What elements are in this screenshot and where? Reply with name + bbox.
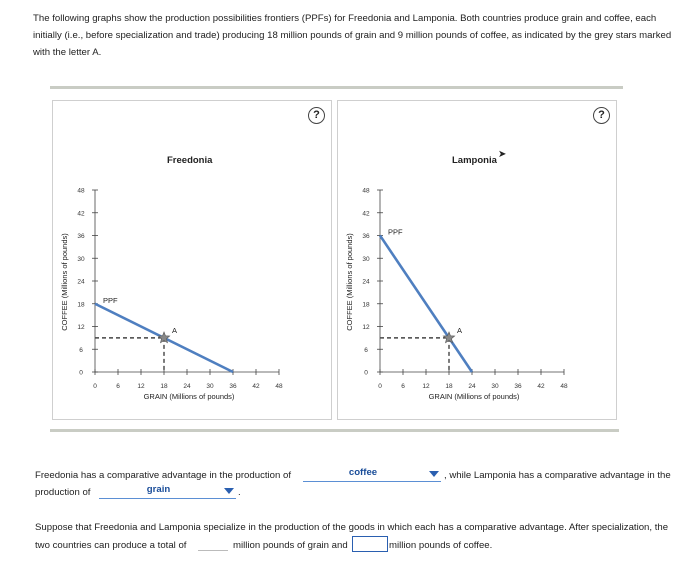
x-tick-label: 30	[206, 383, 214, 390]
q1-text-part3: production of	[35, 487, 91, 498]
x-tick-label: 36	[514, 383, 522, 390]
point-a-label: A	[457, 325, 463, 335]
y-tick-label: 42	[362, 210, 370, 218]
y-tick-label: 30	[77, 255, 85, 263]
y-tick-label: 48	[362, 187, 370, 195]
x-tick-label: 42	[252, 383, 260, 390]
q1-dropdown-1[interactable]	[303, 467, 441, 482]
x-tick-label: 0	[93, 383, 97, 390]
dropdown-value: coffee	[348, 467, 378, 478]
divider-bottom	[50, 429, 619, 432]
x-tick-label: 30	[491, 383, 499, 390]
x-tick-label: 48	[275, 383, 283, 390]
x-tick-label: 6	[401, 383, 405, 390]
help-icon[interactable]: ?	[308, 107, 325, 124]
divider-top	[50, 86, 623, 89]
x-tick-label: 42	[537, 383, 545, 390]
y-tick-label: 18	[77, 301, 85, 309]
coffee-total-input[interactable]	[352, 536, 388, 552]
x-tick-label: 24	[183, 383, 191, 390]
y-tick-label: 24	[77, 278, 85, 286]
graph-title: Lamponia	[452, 155, 497, 166]
mouse-cursor-icon: ➤	[498, 149, 507, 160]
y-axis-label: COFFEE (Millions of pounds)	[345, 233, 354, 331]
q1-text-part2: , while Lamponia has a comparative advantage in the	[444, 470, 671, 481]
chevron-down-icon	[429, 471, 439, 477]
ppf-line	[380, 236, 472, 373]
graph-title: Freedonia	[167, 155, 213, 166]
x-tick-label: 18	[160, 383, 168, 390]
y-tick-label: 18	[362, 301, 370, 309]
q2-text-line2a: two countries can produce a total of	[35, 540, 187, 551]
freedonia-graph-panel	[52, 100, 332, 420]
q2-text-line1: Suppose that Freedonia and Lamponia specialize in the production of the goods in which each has a comparative advantage. After specialization, the	[35, 522, 669, 533]
x-axis-label: GRAIN (Millions of pounds)	[428, 392, 520, 401]
x-tick-label: 18	[445, 383, 453, 390]
y-tick-label: 30	[362, 255, 370, 263]
ppf-label: PPF	[388, 227, 403, 237]
y-tick-label: 0	[364, 369, 368, 377]
intro-text: The following graphs show the production possibilities frontiers (PPFs) for Freedonia and Lamponia. Both countries produce grain and coffee, each initially (i.e., before specialization and trade) producing 18 million pounds of grain and 9 million pounds of coffee, as indicated by the grey stars marked with the letter A.	[33, 13, 672, 58]
q1-dropdown-2[interactable]	[99, 484, 236, 499]
q1-text-part1: Freedonia has a comparative advantage in the production of	[35, 470, 292, 481]
x-tick-label: 48	[560, 383, 568, 390]
chevron-down-icon	[224, 488, 234, 494]
y-tick-label: 24	[362, 278, 370, 286]
y-tick-label: 6	[79, 346, 83, 354]
y-tick-label: 12	[77, 324, 85, 331]
q1-text-period: .	[238, 487, 241, 498]
y-tick-label: 36	[362, 233, 370, 240]
q2-text-line2c: million pounds of coffee.	[389, 540, 493, 551]
y-tick-label: 6	[364, 346, 368, 354]
x-tick-label: 36	[229, 383, 237, 390]
x-tick-label: 6	[116, 383, 120, 390]
x-tick-label: 12	[137, 383, 145, 390]
q2-text-line2b: million pounds of grain and	[233, 540, 348, 551]
point-a-label: A	[172, 325, 178, 335]
ppf-label: PPF	[103, 295, 118, 305]
x-tick-label: 12	[422, 383, 430, 390]
grain-total-input[interactable]	[198, 538, 228, 551]
y-tick-label: 36	[77, 233, 85, 240]
y-tick-label: 12	[362, 324, 370, 331]
lamponia-chart	[338, 101, 616, 419]
x-axis-label: GRAIN (Millions of pounds)	[143, 392, 235, 401]
dropdown-value: grain	[146, 484, 171, 495]
y-axis-label: COFFEE (Millions of pounds)	[60, 233, 69, 331]
y-tick-label: 48	[77, 187, 85, 195]
help-icon[interactable]: ?	[593, 107, 610, 124]
lamponia-graph-panel	[337, 100, 617, 420]
y-tick-label: 0	[79, 369, 83, 377]
y-tick-label: 42	[77, 210, 85, 218]
freedonia-chart	[53, 101, 331, 419]
x-tick-label: 0	[378, 383, 382, 390]
x-tick-label: 24	[468, 383, 476, 390]
